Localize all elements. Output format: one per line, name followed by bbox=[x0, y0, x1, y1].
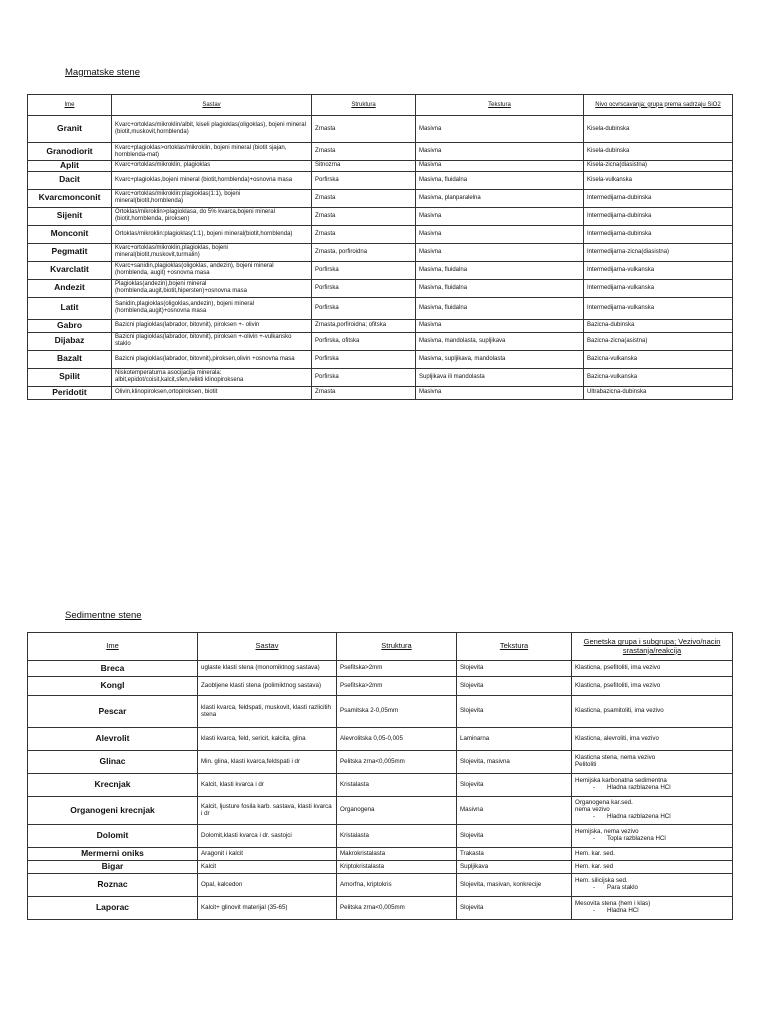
genetska-cell bbox=[572, 874, 733, 897]
nivo-cell: Intermedijarna-dubinska bbox=[584, 225, 733, 243]
struktura-cell: Porfirska bbox=[312, 297, 416, 319]
tekstura-cell: Masivna, fluidalna bbox=[416, 261, 584, 279]
struktura-cell: Sitnozrna bbox=[312, 161, 416, 172]
table-row bbox=[28, 261, 733, 279]
tekstura-cell: Masivna, planparalelna bbox=[416, 189, 584, 207]
sastav-cell: Bazicni plagioklas(labrador, bitovnit), piroksen +- olivin bbox=[112, 319, 312, 332]
struktura-cell: Psefitska>2mm bbox=[337, 677, 457, 696]
genetska-line: Klasticna stena, nema vezivo bbox=[575, 754, 656, 762]
sastav-cell: Ortoklas/mikroklin>plagioklasa, do 5% kvarca,bojeni mineral (biotit,hornblenda, piroksen) bbox=[112, 207, 312, 225]
nivo-cell: Intermedijarna-dubinska bbox=[584, 207, 733, 225]
tekstura-cell: Masivna, mandolasta, supljikava bbox=[416, 332, 584, 350]
column-header-tekstura: Tekstura bbox=[457, 633, 572, 661]
table-row bbox=[28, 279, 733, 297]
table-row bbox=[28, 161, 733, 172]
genetska-cell bbox=[572, 774, 733, 797]
table-row bbox=[28, 774, 733, 797]
sastav-cell: Kvarc+ortoklas/mikroklin/albit, kiseli plagioklas(oligoklas), bojeni mineral (biotit,muskovit,hornblenda) bbox=[112, 116, 312, 143]
struktura-cell: Porfirska bbox=[312, 279, 416, 297]
rock-name: Granit bbox=[28, 116, 112, 143]
rock-name: Latit bbox=[28, 297, 112, 319]
column-header-genetska: Genetska grupa i subgrupa; Vezivo/nacin srastanja/reakcija bbox=[572, 633, 733, 661]
tekstura-cell: Masivna bbox=[416, 243, 584, 261]
table-row bbox=[28, 861, 733, 874]
genetska-line: Hem. kar. sed bbox=[575, 862, 614, 870]
rock-name: Monconit bbox=[28, 225, 112, 243]
rock-name: Dacit bbox=[28, 171, 112, 189]
sastav-cell: klasti kvarca, feld, sericit, kalcita, glina bbox=[198, 728, 337, 751]
struktura-cell: Porfirska bbox=[312, 261, 416, 279]
rock-name: Dijabaz bbox=[28, 332, 112, 350]
tekstura-cell: Laminarna bbox=[457, 728, 572, 751]
tekstura-cell: Slojevita bbox=[457, 696, 572, 728]
table-row bbox=[28, 696, 733, 728]
genetska-cell bbox=[572, 861, 733, 874]
sastav-cell: Kalcit, ljusture fosila karb. sastava, klasti kvarca i dr bbox=[198, 797, 337, 825]
rock-name: Pegmatit bbox=[28, 243, 112, 261]
struktura-cell: Porfirska bbox=[312, 171, 416, 189]
column-header-tekstura: Tekstura bbox=[416, 95, 584, 116]
table-row bbox=[28, 386, 733, 399]
genetska-line: Hemijska, nema vezivo bbox=[575, 828, 639, 836]
nivo-cell: Bazicna-vulkanska bbox=[584, 350, 733, 368]
rock-name: Kvarclatit bbox=[28, 261, 112, 279]
struktura-cell: Zrnasta, porfiroidna bbox=[312, 243, 416, 261]
genetska-cell bbox=[572, 848, 733, 861]
column-header-sastav: Sastav bbox=[198, 633, 337, 661]
genetska-cell bbox=[572, 751, 733, 774]
sedimentary-header-row bbox=[28, 633, 733, 661]
reaction-note: - Topla razblazena HCl bbox=[575, 836, 729, 843]
table-row bbox=[28, 661, 733, 677]
tekstura-cell: Supljikava ili mandolasta bbox=[416, 368, 584, 386]
tekstura-cell: Slojevita bbox=[457, 677, 572, 696]
struktura-cell: Kristalasta bbox=[337, 774, 457, 797]
struktura-cell: Alevrolitska 0,05-0,005 bbox=[337, 728, 457, 751]
genetska-line: Klasticna, psefitoliti, ima vezivo bbox=[575, 681, 661, 689]
column-header-sastav: Sastav bbox=[112, 95, 312, 116]
tekstura-cell: Masivna bbox=[416, 161, 584, 172]
tekstura-cell: Trakasta bbox=[457, 848, 572, 861]
nivo-cell: Kisela-zicna(diasistna) bbox=[584, 161, 733, 172]
rock-name: Organogeni krecnjak bbox=[28, 797, 198, 825]
rock-name: Glinac bbox=[28, 751, 198, 774]
sastav-cell: Dolomit,klasti kvarca i dr. sastojci bbox=[198, 825, 337, 848]
sastav-cell: Olivin,klinopiroksen,ortopiroksen, biotit bbox=[112, 386, 312, 399]
rock-name: Bigar bbox=[28, 861, 198, 874]
table-row bbox=[28, 848, 733, 861]
table-row bbox=[28, 189, 733, 207]
struktura-cell: Zrnasta,porfiroidna; ofitska bbox=[312, 319, 416, 332]
tekstura-cell: Slojevita bbox=[457, 661, 572, 677]
struktura-cell: Kriptokristalasta bbox=[337, 861, 457, 874]
genetska-line: Klasticna, psamitoliti, ima vezivo bbox=[575, 707, 664, 715]
genetska-line: Hem. kar. sed. bbox=[575, 849, 615, 857]
table-row bbox=[28, 677, 733, 696]
genetska-line: Hem. silicijska sed. bbox=[575, 877, 628, 885]
tekstura-cell: Masivna bbox=[416, 386, 584, 399]
sastav-cell: uglaste klasti stena (monomiktnog sastava) bbox=[198, 661, 337, 677]
rock-name: Spilit bbox=[28, 368, 112, 386]
table-row bbox=[28, 825, 733, 848]
rock-name: Roznac bbox=[28, 874, 198, 897]
genetska-cell bbox=[572, 728, 733, 751]
table-row bbox=[28, 874, 733, 897]
sastav-cell: Zaobljene klasti stena (polimiktnog sastava) bbox=[198, 677, 337, 696]
reaction-note: - Hladna razblazena HCl bbox=[575, 785, 729, 792]
genetska-cell bbox=[572, 696, 733, 728]
sastav-cell: Niskotemperaturna asocijacija minerala: albit,epidot/coisit,kalcit,sfen,relikti klinopiroksena bbox=[112, 368, 312, 386]
table-row bbox=[28, 116, 733, 143]
table-row bbox=[28, 728, 733, 751]
sastav-cell: Kvarc+plagioklas,bojeni mineral (biotit,hornblenda)+osnovna masa bbox=[112, 171, 312, 189]
nivo-cell: Bazicna-vulkanska bbox=[584, 368, 733, 386]
rock-name: Krecnjak bbox=[28, 774, 198, 797]
struktura-cell: Zrnasta bbox=[312, 207, 416, 225]
rock-name: Gabro bbox=[28, 319, 112, 332]
genetska-cell bbox=[572, 897, 733, 920]
column-header-struktura: Struktura bbox=[337, 633, 457, 661]
nivo-cell: Kisela-vulkanska bbox=[584, 171, 733, 189]
struktura-cell: Zrnasta bbox=[312, 143, 416, 161]
rock-name: Aplit bbox=[28, 161, 112, 172]
rock-name: Breca bbox=[28, 661, 198, 677]
tekstura-cell: Slojevita bbox=[457, 897, 572, 920]
struktura-cell: Porfirska bbox=[312, 368, 416, 386]
tekstura-cell: Masivna, supljikava, mandolasta bbox=[416, 350, 584, 368]
genetska-cell bbox=[572, 661, 733, 677]
tekstura-cell: Masivna, fluidalna bbox=[416, 171, 584, 189]
nivo-cell: Intermedijarna-vulkanska bbox=[584, 261, 733, 279]
magmatic-header-row bbox=[28, 95, 733, 116]
reaction-note: - Hladna razblazena HCl bbox=[575, 814, 729, 821]
tekstura-cell: Masivna bbox=[416, 207, 584, 225]
sedimentary-title: Sedimentne stene bbox=[65, 610, 142, 621]
nivo-cell: Bazicna-zicna(asistna) bbox=[584, 332, 733, 350]
genetska-line: Organogena kar.sed. bbox=[575, 799, 633, 807]
genetska-cell bbox=[572, 797, 733, 825]
tekstura-cell: Masivna bbox=[416, 225, 584, 243]
genetska-line: nema vezivo bbox=[575, 806, 610, 814]
struktura-cell: Porfirska bbox=[312, 350, 416, 368]
tekstura-cell: Supljikava bbox=[457, 861, 572, 874]
tekstura-cell: Slojevita, masivna bbox=[457, 751, 572, 774]
rock-name: Peridotit bbox=[28, 386, 112, 399]
tekstura-cell: Slojevita, masivan, konkrecije bbox=[457, 874, 572, 897]
tekstura-cell: Slojevita bbox=[457, 774, 572, 797]
table-row bbox=[28, 319, 733, 332]
sastav-cell: Kalcit bbox=[198, 861, 337, 874]
nivo-cell: Kisela-dubinska bbox=[584, 143, 733, 161]
rock-name: Kongl bbox=[28, 677, 198, 696]
nivo-cell: Intermedijarna-zicna(diasistna) bbox=[584, 243, 733, 261]
sastav-cell: Ortoklas/mikroklin:plagioklas(1:1), bojeni mineral(biotit,hornblenda) bbox=[112, 225, 312, 243]
rock-name: Kvarcmonconit bbox=[28, 189, 112, 207]
genetska-cell bbox=[572, 825, 733, 848]
sastav-cell: Opal, kalcedon bbox=[198, 874, 337, 897]
table-row bbox=[28, 751, 733, 774]
genetska-line: Klasticna, alevroliti, ima vezivo bbox=[575, 734, 659, 742]
struktura-cell: Makrokristalasta bbox=[337, 848, 457, 861]
tekstura-cell: Masivna, fluidalna bbox=[416, 279, 584, 297]
sastav-cell: Kvarc+ortoklas/mikroklin, plagioklas bbox=[112, 161, 312, 172]
sastav-cell: Sanidin,plagioklas(oligoklas,andezin), bojeni mineral (hornblenda,augit)+osnovna masa bbox=[112, 297, 312, 319]
sastav-cell: klasti kvarca, feldspati, muskovit, klasti razlicitih stena bbox=[198, 696, 337, 728]
tekstura-cell: Slojevita bbox=[457, 825, 572, 848]
struktura-cell: Porfirska, ofitska bbox=[312, 332, 416, 350]
struktura-cell: Psamitska 2-0,05mm bbox=[337, 696, 457, 728]
table-row bbox=[28, 897, 733, 920]
nivo-cell: Intermedijarna-dubinska bbox=[584, 189, 733, 207]
table-row bbox=[28, 143, 733, 161]
sedimentary-table bbox=[27, 632, 733, 920]
sastav-cell: Plagioklas(andezin),bojeni mineral (hornblenda,augit,biotit,hipersten)+osnovna masa bbox=[112, 279, 312, 297]
rock-name: Pescar bbox=[28, 696, 198, 728]
tekstura-cell: Masivna bbox=[416, 143, 584, 161]
genetska-line: Mesovita stena (hem i klas) bbox=[575, 900, 651, 908]
magmatic-table bbox=[27, 94, 733, 400]
struktura-cell: Psefitska>2mm bbox=[337, 661, 457, 677]
tekstura-cell: Masivna bbox=[416, 116, 584, 143]
sastav-cell: Kvarc+ortoklas/mikroklin:plagioklas(1:1), bojeni mineral(biotit,hornblenda) bbox=[112, 189, 312, 207]
column-header-ime: Ime bbox=[28, 95, 112, 116]
sastav-cell: Kvarc+ortoklas/mikroklin,plagioklas, bojeni mineral(biotit,muskovit,turmalin) bbox=[112, 243, 312, 261]
sastav-cell: Kvarc+sanidin,plagioklas(oligoklas, andezin), bojeni mineral (hornblenda, augit) +osnovna masa bbox=[112, 261, 312, 279]
sastav-cell: Aragonit i kalcit bbox=[198, 848, 337, 861]
struktura-cell: Zrnasta bbox=[312, 116, 416, 143]
rock-name: Sijenit bbox=[28, 207, 112, 225]
genetska-line: Pelitoliti bbox=[575, 761, 597, 768]
sastav-cell: Min. glina, klasti kvarca,feldspati i dr bbox=[198, 751, 337, 774]
sastav-cell: Kalcit, klasti kvarca i dr bbox=[198, 774, 337, 797]
table-row bbox=[28, 797, 733, 825]
nivo-cell: Ultrabazicna-dubinska bbox=[584, 386, 733, 399]
sastav-cell: Kvarc+plagioklas>ortoklas/mikroklin, bojeni mineral (biotit sjajan, hornblenda-mat) bbox=[112, 143, 312, 161]
column-header-ime: Ime bbox=[28, 633, 198, 661]
table-row bbox=[28, 207, 733, 225]
rock-name: Granodiorit bbox=[28, 143, 112, 161]
nivo-cell: Intermedijarna-vulkanska bbox=[584, 279, 733, 297]
struktura-cell: Kristalasta bbox=[337, 825, 457, 848]
table-row bbox=[28, 332, 733, 350]
struktura-cell: Zrnasta bbox=[312, 189, 416, 207]
table-row bbox=[28, 297, 733, 319]
rock-name: Bazalt bbox=[28, 350, 112, 368]
genetska-cell bbox=[572, 677, 733, 696]
nivo-cell: Intermedijarna-vulkanska bbox=[584, 297, 733, 319]
struktura-cell: Pelitska zrna<0,005mm bbox=[337, 897, 457, 920]
rock-name: Alevrolit bbox=[28, 728, 198, 751]
nivo-cell: Kisela-dubinska bbox=[584, 116, 733, 143]
reaction-note: - Para staklo bbox=[575, 885, 729, 892]
column-header-nivo: Nivo ocvrscavanja; grupa prema sadrzaju SiO2 bbox=[584, 95, 733, 116]
rock-name: Mermerni oniks bbox=[28, 848, 198, 861]
table-row bbox=[28, 243, 733, 261]
genetska-line: Hemijska karbonatna sedimentna bbox=[575, 777, 667, 785]
struktura-cell: Pelitska zrna<0,005mm bbox=[337, 751, 457, 774]
struktura-cell: Organogena bbox=[337, 797, 457, 825]
tekstura-cell: Masivna, fluidalna bbox=[416, 297, 584, 319]
table-row bbox=[28, 225, 733, 243]
tekstura-cell: Masivna bbox=[416, 319, 584, 332]
magmatic-title: Magmatske stene bbox=[65, 67, 140, 78]
reaction-note: - Hladna HCl bbox=[575, 908, 729, 915]
struktura-cell: Zrnasta bbox=[312, 386, 416, 399]
genetska-line: Klasticna, psefitoliti, ima vezivo bbox=[575, 664, 661, 672]
rock-name: Laporac bbox=[28, 897, 198, 920]
table-row bbox=[28, 350, 733, 368]
table-row bbox=[28, 368, 733, 386]
column-header-struktura: Struktura bbox=[312, 95, 416, 116]
rock-name: Dolomit bbox=[28, 825, 198, 848]
sastav-cell: Bazicni plagioklas(labrador, bitovnit),piroksen,olivin +osnovna masa bbox=[112, 350, 312, 368]
sastav-cell: Kalcit+ glinovit materijal (35-65) bbox=[198, 897, 337, 920]
tekstura-cell: Masivna bbox=[457, 797, 572, 825]
struktura-cell: Amorfna, kriptokris bbox=[337, 874, 457, 897]
nivo-cell: Bazicna-dubinska bbox=[584, 319, 733, 332]
sastav-cell: Bazicni plagioklas(labrador, bitovnit), piroksen +-olivin +-vulkansko staklo bbox=[112, 332, 312, 350]
rock-name: Andezit bbox=[28, 279, 112, 297]
table-row bbox=[28, 171, 733, 189]
struktura-cell: Zrnasta bbox=[312, 225, 416, 243]
